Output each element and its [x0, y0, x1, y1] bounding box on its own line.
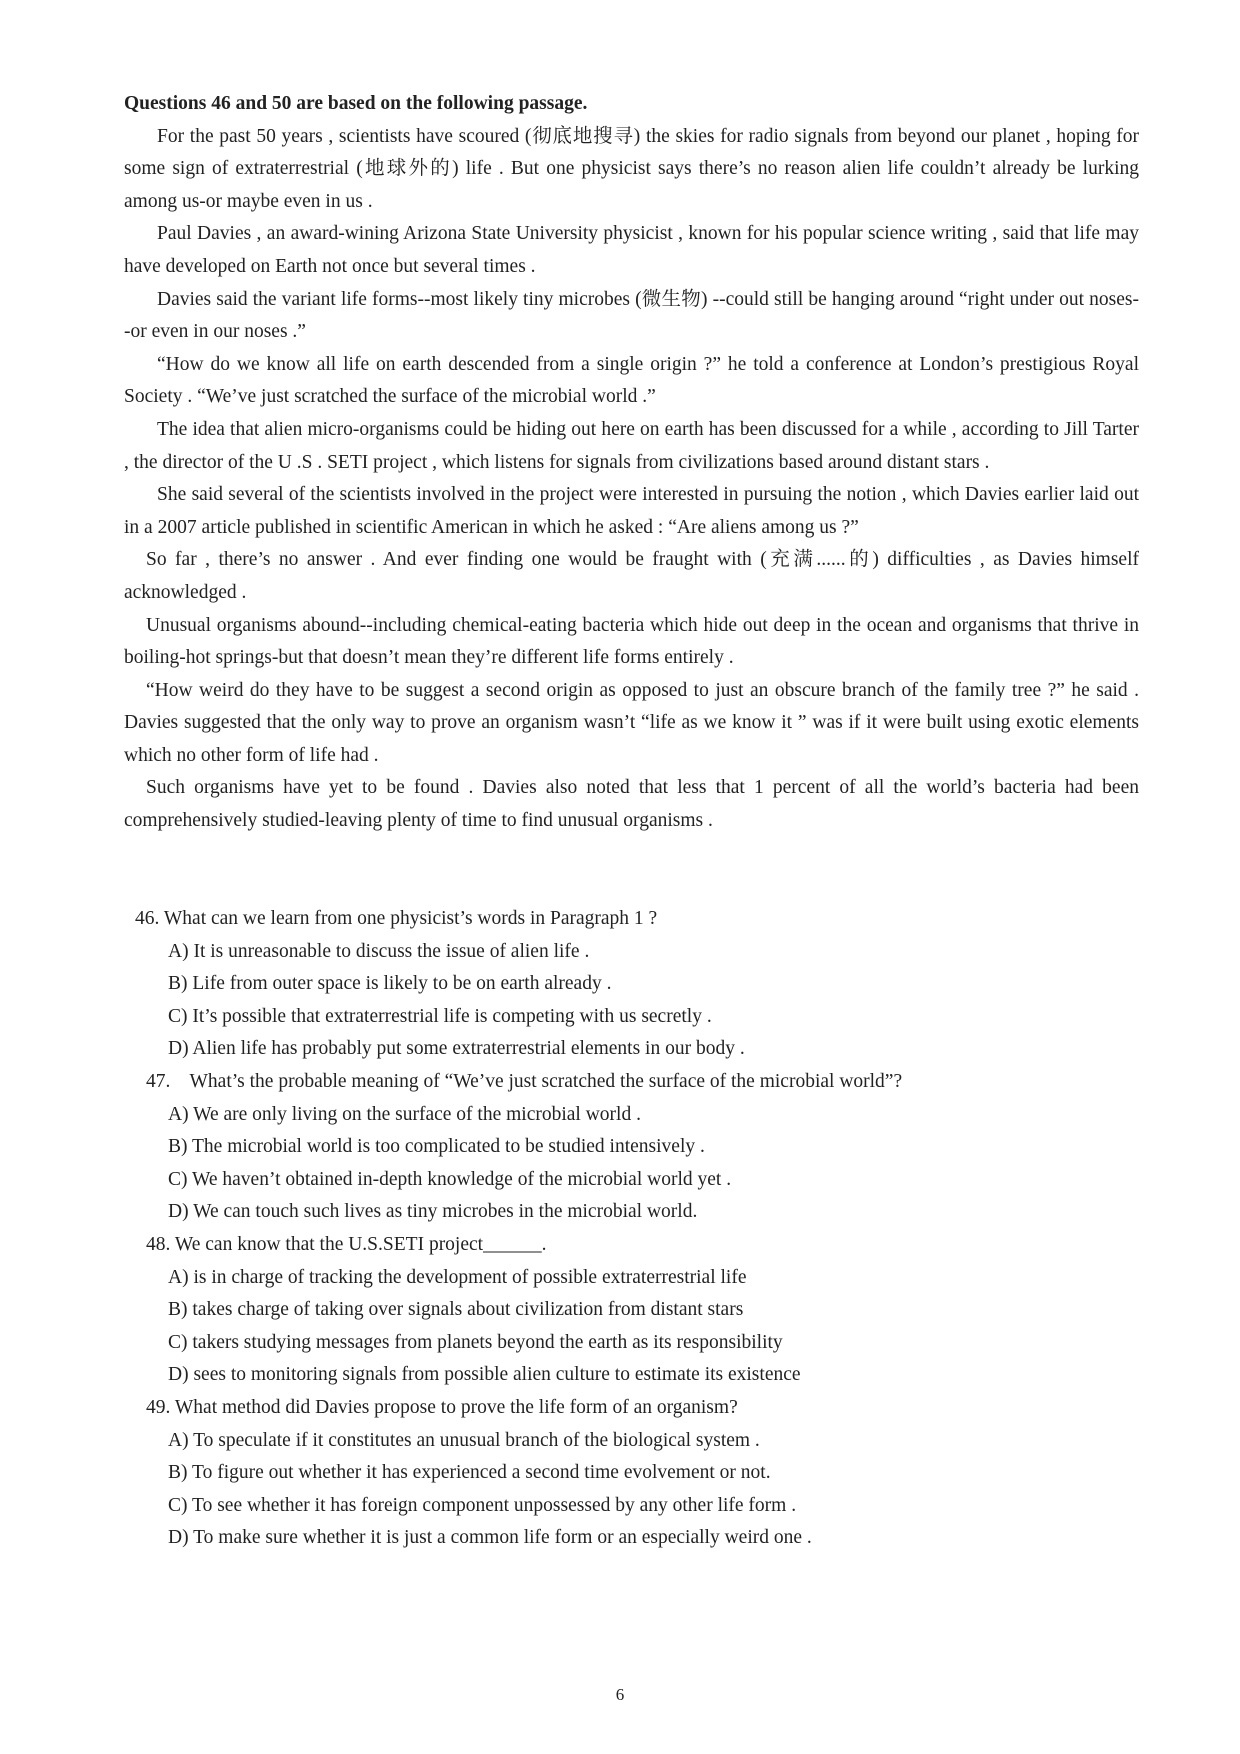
option-d: D) To make sure whether it is just a common life form or an especially weird one . — [168, 1527, 812, 1549]
question-stem: 49. What method did Davies propose to prove the life form of an organism? — [146, 1396, 738, 1418]
paragraph: So far , there’s no answer . And ever finding one would be fraught with (充满......的) difficulties , as Davies himself acknowledged . — [124, 549, 1139, 603]
paragraph: Paul Davies , an award-wining Arizona State University physicist , known for his popular science writing , said that life may have developed on Earth not once but several times . — [124, 223, 1139, 277]
paragraph: Unusual organisms abound--including chemical-eating bacteria which hide out deep in the ocean and organisms that thrive in boiling-hot springs-but that doesn’t mean they’re different life forms entirely . — [124, 614, 1139, 669]
paragraph: Davies said the variant life forms--most likely tiny microbes (微生物) --could still be hanging around “right under out noses--or even in our noses .” — [124, 288, 1139, 343]
option-a: A) We are only living on the surface of the microbial world . — [168, 1103, 641, 1125]
paragraph: “How weird do they have to be suggest a second origin as opposed to just an obscure branch of the family tree ?” he said . Davies suggested that the only way to prove an organism wasn’t “life as we know it ” was if it were built using exotic elements which no other form of life had . — [124, 679, 1139, 766]
question-47 — [124, 1066, 1139, 1229]
question-stem: 46. What can we learn from one physicist’s words in Paragraph 1 ? — [135, 908, 658, 929]
option-a: A) To speculate if it constitutes an unusual branch of the biological system . — [168, 1429, 760, 1451]
option-c: C) To see whether it has foreign component unpossessed by any other life form . — [168, 1494, 797, 1516]
option-b: B) takes charge of taking over signals about civilization from distant stars — [168, 1299, 744, 1321]
passage — [124, 88, 1139, 838]
question-46 — [124, 903, 1139, 1066]
paragraph: For the past 50 years , scientists have scoured (彻底地搜寻) the skies for radio signals from beyond our planet , hoping for some sign of extraterrestrial (地球外的) life . But one physicist says there’s no reason alien life couldn’t already be lurking among us-or maybe even in us . — [124, 125, 1139, 212]
paragraph: The idea that alien micro-organisms could be hiding out here on earth has been discussed for a while , according to Jill Tarter , the director of the U .S . SETI project , which listens for signals from civilizations based around distant stars . — [124, 418, 1139, 473]
question-stem: 48. We can know that the U.S.SETI project______. — [146, 1233, 547, 1255]
question-stem: 47. What’s the probable meaning of “We’ve just scratched the surface of the microbial world”? — [146, 1070, 903, 1092]
option-a: A) is in charge of tracking the development of possible extraterrestrial life — [168, 1266, 747, 1288]
option-b: B) To figure out whether it has experienced a second time evolvement or not. — [168, 1462, 771, 1484]
option-d: D) Alien life has probably put some extraterrestrial elements in our body . — [168, 1038, 745, 1060]
question-48 — [124, 1229, 1139, 1392]
option-d: D) sees to monitoring signals from possible alien culture to estimate its existence — [168, 1364, 801, 1386]
question-49 — [124, 1392, 1139, 1555]
paragraph: Such organisms have yet to be found . Davies also noted that less that 1 percent of all the world’s bacteria had been comprehensively studied-leaving plenty of time to find unusual organisms . — [124, 777, 1139, 832]
option-c: C) We haven’t obtained in-depth knowledge of the microbial world yet . — [168, 1168, 732, 1190]
option-c: C) It’s possible that extraterrestrial life is competing with us secretly . — [168, 1005, 712, 1027]
passage-heading: Questions 46 and 50 are based on the following passage. — [124, 93, 588, 114]
question-list — [124, 903, 1139, 1555]
option-a: A) It is unreasonable to discuss the issue of alien life . — [168, 940, 590, 962]
option-b: B) Life from outer space is likely to be on earth already . — [168, 973, 612, 995]
option-b: B) The microbial world is too complicated to be studied intensively . — [168, 1136, 705, 1158]
paragraph: She said several of the scientists involved in the project were interested in pursuing the notion , which Davies earlier laid out in a 2007 article published in scientific American in which he asked : “Are aliens among us ?” — [124, 484, 1139, 538]
paragraph: “How do we know all life on earth descended from a single origin ?” he told a conference at London’s prestigious Royal Society . “We’ve just scratched the surface of the microbial world .” — [124, 353, 1139, 408]
page-number: 6 — [615, 1685, 625, 1704]
option-c: C) takers studying messages from planets beyond the earth as its responsibility — [168, 1331, 783, 1353]
option-d: D) We can touch such lives as tiny microbes in the microbial world. — [168, 1201, 698, 1223]
